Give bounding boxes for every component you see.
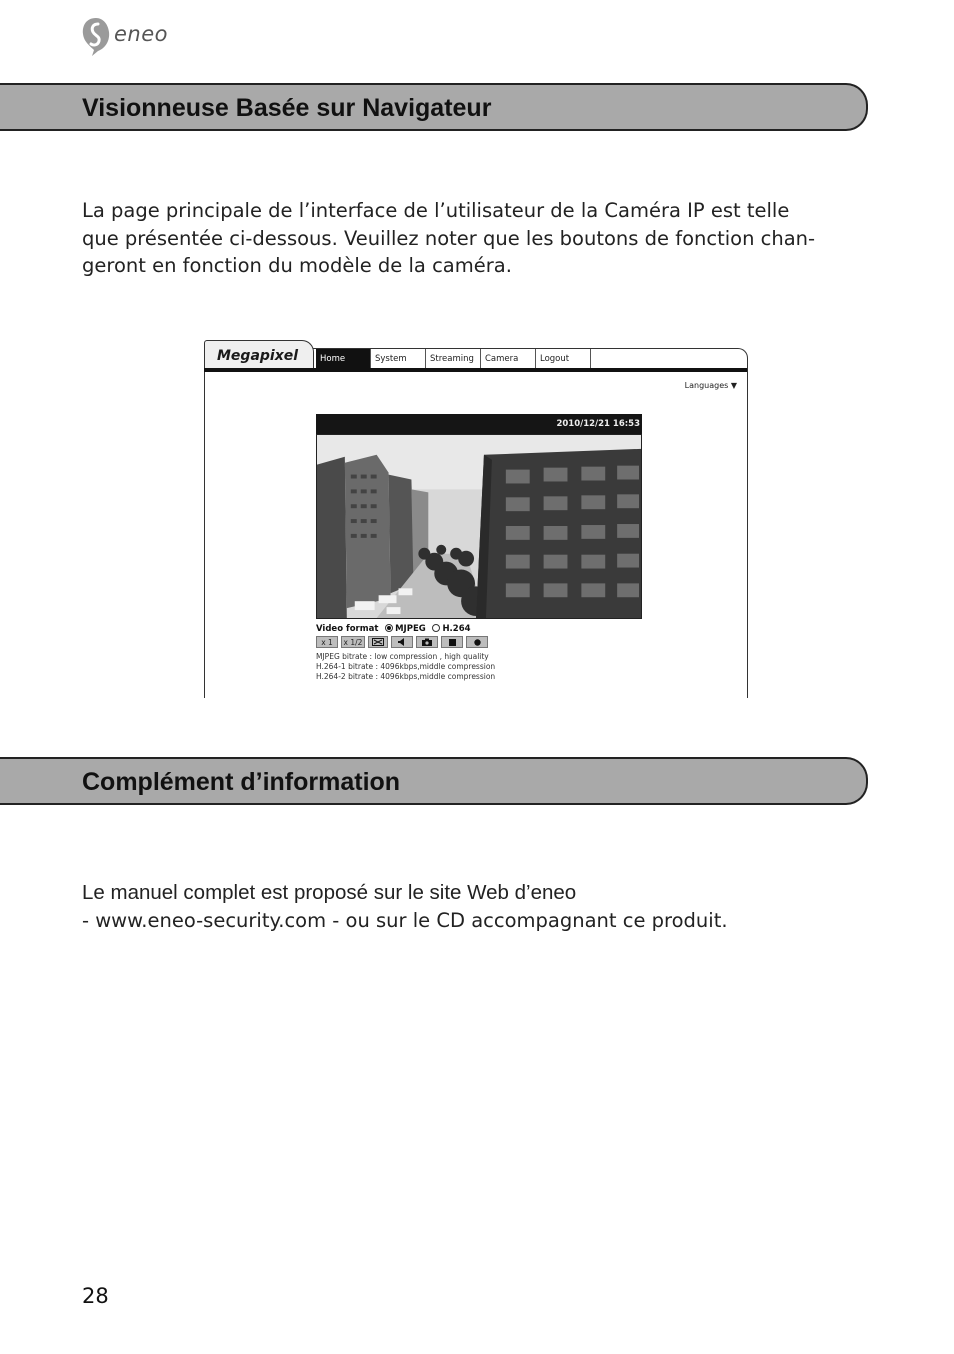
languages-dropdown[interactable]: Languages ▼ bbox=[684, 381, 737, 390]
camera-web-ui-screenshot bbox=[204, 340, 747, 697]
mjpeg-radio[interactable] bbox=[385, 624, 393, 632]
bitrate-line: H.264-1 bitrate : 4096kbps,middle compression bbox=[316, 662, 496, 671]
tab-streaming[interactable]: Streaming bbox=[426, 349, 481, 369]
audio-button[interactable] bbox=[391, 636, 413, 648]
fullscreen-icon bbox=[372, 638, 384, 646]
fullscreen-button[interactable] bbox=[368, 636, 388, 648]
section-title: Complément d’information bbox=[82, 768, 401, 796]
megapixel-brand: Megapixel bbox=[217, 348, 299, 364]
nav-divider bbox=[204, 368, 747, 372]
bitrate-line: H.264-2 bitrate : 4096kbps,middle compression bbox=[316, 672, 496, 681]
tab-home[interactable]: Home bbox=[316, 349, 371, 369]
eneo-logo-mark-icon bbox=[80, 16, 112, 58]
camera-icon bbox=[422, 638, 432, 646]
stop-icon bbox=[449, 639, 456, 646]
video-format-selector bbox=[316, 624, 471, 634]
info-paragraph bbox=[82, 879, 868, 934]
paragraph-line: que présentée ci-dessous. Veuillez noter que les boutons de fonction chan- bbox=[82, 226, 816, 250]
zoom-half-button[interactable]: x 1/2 bbox=[341, 636, 365, 648]
tab-camera[interactable]: Camera bbox=[481, 349, 536, 369]
page-number: 28 bbox=[82, 1284, 109, 1308]
snapshot-button[interactable] bbox=[416, 636, 438, 648]
zoom-x1-button[interactable]: x 1 bbox=[316, 636, 338, 648]
video-control-buttons bbox=[316, 636, 488, 648]
speaker-icon bbox=[398, 638, 406, 646]
bitrate-line: MJPEG bitrate : low compression , high quality bbox=[316, 652, 489, 661]
section-header-complement bbox=[0, 757, 868, 805]
video-timestamp: 2010/12/21 16:53 bbox=[556, 419, 640, 429]
section-header-visionneuse bbox=[0, 83, 868, 131]
record-icon bbox=[474, 639, 481, 646]
record-button[interactable] bbox=[466, 636, 488, 648]
live-video-view bbox=[316, 434, 642, 619]
top-navigation bbox=[316, 349, 591, 369]
section-title: Visionneuse Basée sur Navigateur bbox=[82, 94, 492, 122]
video-format-label: Video format bbox=[316, 624, 379, 634]
intro-paragraph bbox=[82, 197, 868, 280]
h264-radio[interactable] bbox=[432, 624, 440, 632]
bitrate-info bbox=[316, 652, 495, 682]
paragraph-line: - www.eneo-security.com - ou sur le CD accompagnant ce produit. bbox=[82, 908, 728, 932]
video-title-bar bbox=[316, 414, 642, 434]
brand-name: eneo bbox=[114, 22, 168, 46]
paragraph-line: Le manuel complet est proposé sur le site Web d’eneo bbox=[82, 881, 577, 904]
eneo-logo bbox=[80, 16, 168, 58]
h264-option-label: H.264 bbox=[442, 624, 471, 634]
megapixel-brand-tab bbox=[204, 340, 314, 371]
tab-logout[interactable]: Logout bbox=[536, 349, 591, 369]
paragraph-line: La page principale de l’interface de l’utilisateur de la Caméra IP est telle bbox=[82, 199, 790, 222]
paragraph-line: geront en fonction du modèle de la caméra. bbox=[82, 254, 512, 277]
stop-button[interactable] bbox=[441, 636, 463, 648]
tab-system[interactable]: System bbox=[371, 349, 426, 369]
mjpeg-option-label: MJPEG bbox=[395, 624, 426, 634]
